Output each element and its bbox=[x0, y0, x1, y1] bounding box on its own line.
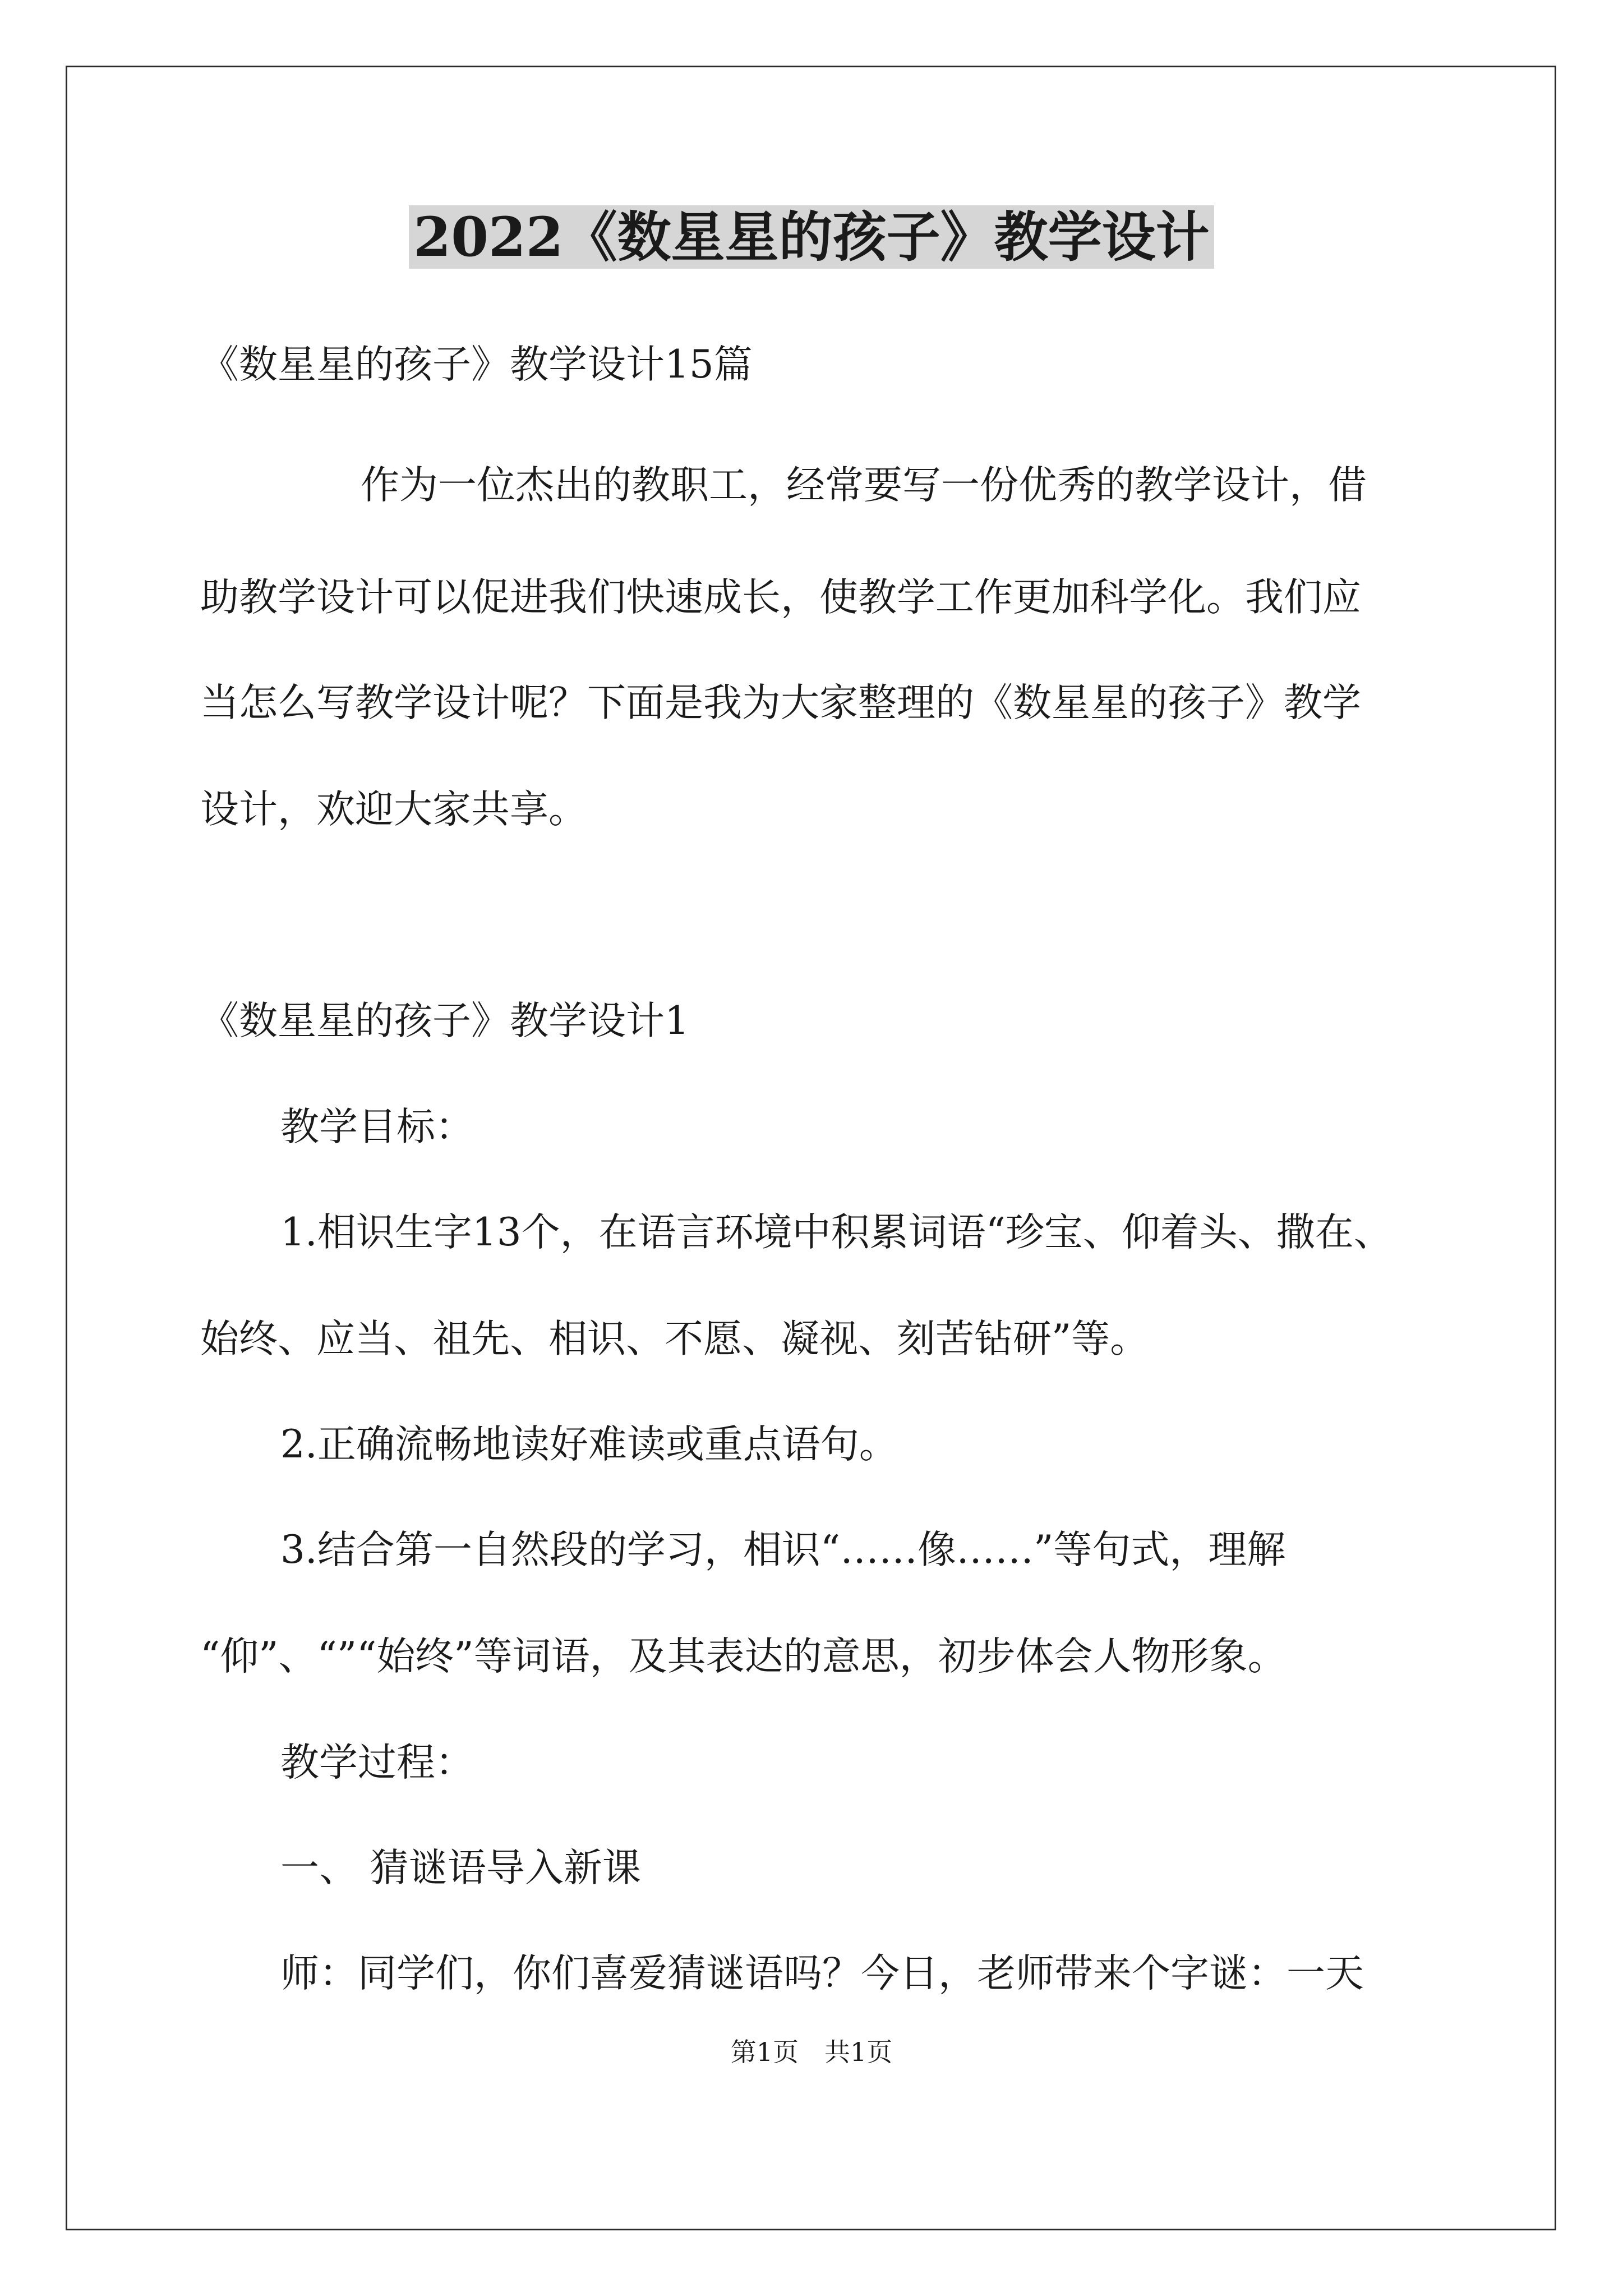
section-heading: 《数星星的孩子》教学设计1 bbox=[200, 999, 689, 1043]
process-heading: 教学过程： bbox=[280, 1740, 474, 1785]
goal-1-line-1: 1.相识生字13个，在语言环境中积累词语“珍宝、仰着头、撒在、 bbox=[280, 1210, 1393, 1255]
document-title bbox=[0, 201, 1623, 274]
step-1-heading: 一、 猜谜语导入新课 bbox=[280, 1846, 641, 1890]
goals-heading: 教学目标： bbox=[280, 1105, 474, 1149]
intro-line-3: 当怎么写教学设计呢？下面是我为大家整理的《数星星的孩子》教学 bbox=[200, 680, 1361, 725]
goal-3-line-2: “仰”、“”“始终”等词语，及其表达的意思，初步体会人物形象。 bbox=[200, 1634, 1287, 1679]
goal-1-line-2: 始终、应当、祖先、相识、不愿、凝视、刻苦钻研”等。 bbox=[200, 1317, 1149, 1361]
goal-2: 2.正确流畅地读好难读或重点语句。 bbox=[280, 1422, 898, 1467]
page-number: 第1页 共1页 bbox=[730, 2037, 893, 2067]
intro-line-4: 设计，欢迎大家共享。 bbox=[200, 787, 587, 832]
goal-3-line-1: 3.结合第一自然段的学习，相识“……像……”等句式，理解 bbox=[280, 1527, 1286, 1572]
document-title-text: 2022《数星星的孩子》教学设计 bbox=[409, 205, 1214, 269]
intro-line-1: 作为一位杰出的教职工，经常要写一份优秀的教学设计，借 bbox=[361, 463, 1367, 508]
teacher-line: 师：同学们，你们喜爱猜谜语吗？今日，老师带来个字谜：一天 bbox=[280, 1951, 1364, 1996]
document-subtitle: 《数星星的孩子》教学设计15篇 bbox=[200, 342, 753, 387]
intro-line-2: 助教学设计可以促进我们快速成长，使教学工作更加科学化。我们应 bbox=[200, 575, 1361, 620]
